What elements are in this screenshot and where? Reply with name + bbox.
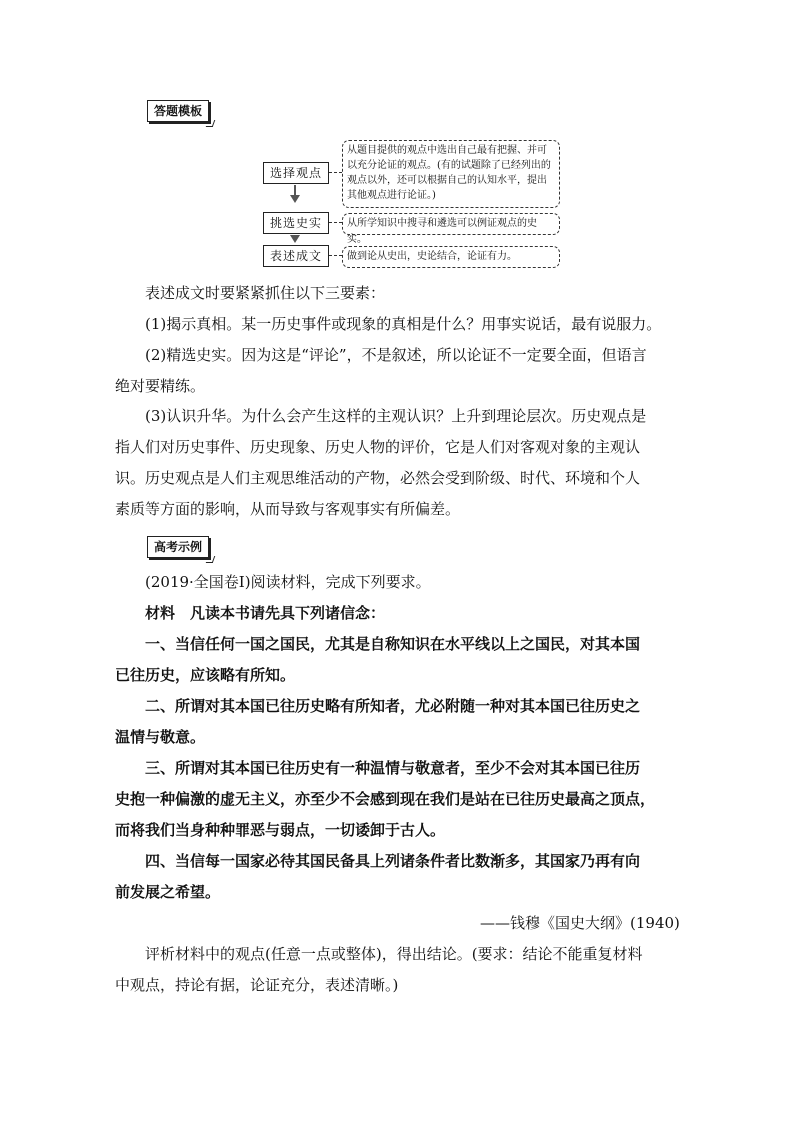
point-3-cont: 指人们对历史事件、历史现象、历史人物的评价，它是人们对客观对象的主观认 (115, 438, 641, 456)
clause-2: 二、所谓对其本国已往历史略有所知者，尤必附随一种对其本国已往历史之 (145, 697, 641, 715)
flow-step-compose: 表述成文 (263, 245, 329, 267)
flow-arrow-down-icon (290, 235, 300, 243)
point-3-cont: 素质等方面的影响，从而导致与客观事实有所偏差。 (115, 500, 461, 518)
clause-3-cont: 而将我们当身种种罪恶与弱点，一切诿卸于古人。 (115, 821, 446, 839)
flow-note-viewpoint: 从题目提供的观点中选出自己最有把握、并可以充分论证的观点。(有的试题除了已经列出的观点以外，还可以根据自己的认知水平，提出其他观点进行论证。) (342, 140, 560, 208)
template-label: 答题模板 (147, 100, 209, 122)
task-line-cont: 中观点，持论有据，论证充分，表述清晰。) (115, 976, 399, 994)
flow-note-compose: 做到论从史出，史论结合，论证有力。 (342, 246, 560, 268)
flow-arrow-stem (294, 185, 296, 195)
flow-connector (329, 255, 342, 256)
flow-arrow-down-icon (290, 195, 300, 203)
flow-connector (329, 172, 342, 173)
point-3: (3)认识升华。为什么会产生这样的主观认识？上升到理论层次。历史观点是 (145, 407, 647, 425)
source-citation: ——钱穆《国史大纲》(1940) (480, 914, 680, 932)
flow-note-facts: 从所学知识中搜寻和遴选可以例证观点的史实。 (342, 213, 560, 235)
material-line: 材料 凡读本书请先具下列诸信念： (145, 604, 386, 622)
flow-step-select-facts: 挑选史实 (263, 212, 329, 234)
flow-step-select-viewpoint: 选择观点 (263, 162, 329, 184)
clause-3: 三、所谓对其本国已往历史有一种温情与敬意者，至少不会对其本国已往历 (145, 759, 641, 777)
clause-4-cont: 前发展之希望。 (115, 883, 221, 901)
task-line: 评析材料中的观点(任意一点或整体)，得出结论。(要求：结论不能重复材料 (145, 945, 643, 963)
clause-3-cont: 史抱一种偏激的虚无主义，亦至少不会感到现在我们是站在已往历史最高之顶点， (115, 790, 656, 808)
clause-2-cont: 温情与敬意。 (115, 728, 206, 746)
question-line: (2019·全国卷Ⅰ)阅读材料，完成下列要求。 (145, 573, 431, 591)
example-label: 高考示例 (147, 536, 209, 558)
clause-1: 一、当信任何一国之国民，尤其是自称知识在水平线以上之国民，对其本国 (145, 635, 641, 653)
point-3-cont: 识。历史观点是人们主观思维活动的产物，必然会受到阶级、时代、环境和个人 (115, 469, 641, 487)
flow-connector (329, 222, 342, 223)
point-1: (1)揭示真相。某一历史事件或现象的真相是什么？用事实说话，最有说服力。 (145, 315, 662, 333)
clause-1-cont: 已往历史，应该略有所知。 (115, 666, 296, 684)
clause-4: 四、当信每一国家必待其国民备具上列诸条件者比数渐多，其国家乃再有向 (145, 852, 641, 870)
point-2-cont: 绝对要精练。 (115, 377, 206, 395)
intro-line: 表述成文时要紧紧抓住以下三要素： (145, 284, 386, 302)
point-2: (2)精选史实。因为这是“评论”，不是叙述，所以论证不一定要全面，但语言 (145, 346, 647, 364)
